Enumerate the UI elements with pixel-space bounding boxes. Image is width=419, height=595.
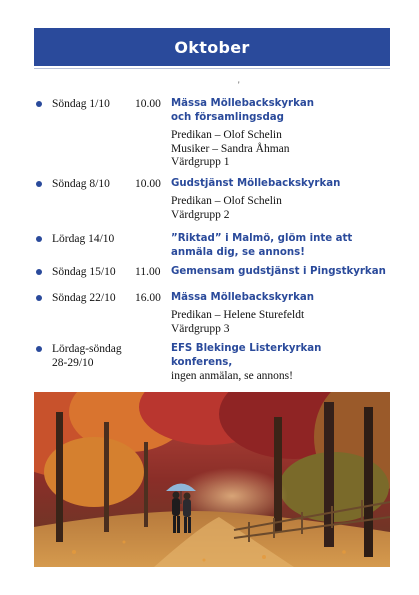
event-time: 10.00 bbox=[135, 178, 161, 190]
event-detail: Predikan – Olof Schelin bbox=[171, 129, 282, 141]
event-detail: Musiker – Sandra Åhman bbox=[171, 142, 290, 155]
event-detail: Predikan – Olof Schelin bbox=[171, 195, 282, 207]
event-date: Lördag-söndag bbox=[52, 343, 122, 355]
bullet-icon bbox=[36, 346, 42, 352]
event-info bbox=[171, 291, 386, 336]
header-divider bbox=[34, 68, 390, 69]
event-date: Söndag 1/10 bbox=[52, 98, 110, 110]
event-details bbox=[171, 309, 386, 336]
event-detail: ingen anmälan, se annons! bbox=[171, 370, 293, 382]
event-title: Gudstjänst Möllebackskyrkan bbox=[171, 178, 341, 189]
event-info bbox=[171, 177, 386, 222]
event-time: 16.00 bbox=[135, 292, 161, 304]
event-date: Söndag 15/10 bbox=[52, 266, 116, 278]
bullet-icon bbox=[36, 101, 42, 107]
event-detail: Värdgrupp 3 bbox=[171, 322, 230, 335]
event-date-line2: 28-29/10 bbox=[52, 357, 94, 369]
event-detail: Värdgrupp 1 bbox=[171, 156, 230, 168]
event-title: Mässa Möllebackskyrkan bbox=[171, 292, 314, 303]
month-title: Oktober bbox=[174, 37, 250, 57]
event-info bbox=[171, 265, 386, 279]
event-details bbox=[171, 129, 386, 170]
tick-mark: ' bbox=[238, 80, 240, 90]
bullet-icon bbox=[36, 295, 42, 301]
month-header bbox=[34, 28, 390, 66]
event-date: Lördag 14/10 bbox=[52, 233, 115, 245]
event-info bbox=[171, 232, 386, 260]
autumn-park-photo bbox=[34, 392, 390, 567]
bullet-icon bbox=[36, 269, 42, 275]
event-info bbox=[171, 342, 386, 384]
event-title: EFS Blekinge Listerkyrkan konferens, bbox=[171, 343, 322, 368]
event-detail: Predikan – Helene Sturefeldt bbox=[171, 309, 305, 321]
event-detail: Värdgrupp 2 bbox=[171, 208, 230, 221]
event-time: 11.00 bbox=[135, 266, 161, 278]
autumn-park-image bbox=[34, 392, 390, 567]
event-title: Mässa Möllebackskyrkan och församlingsdag bbox=[171, 98, 314, 123]
event-details bbox=[171, 195, 386, 222]
bullet-icon bbox=[36, 236, 42, 242]
event-date: Söndag 22/10 bbox=[52, 292, 116, 304]
bullet-icon bbox=[36, 181, 42, 187]
event-title: Gemensam gudstjänst i Pingstkyrkan bbox=[171, 266, 386, 277]
event-info bbox=[171, 97, 386, 170]
event-time: 10.00 bbox=[135, 98, 161, 110]
event-title: ”Riktad” i Malmö, glöm inte att anmäla dig, se annons! bbox=[171, 233, 353, 258]
event-date: Söndag 8/10 bbox=[52, 178, 110, 190]
